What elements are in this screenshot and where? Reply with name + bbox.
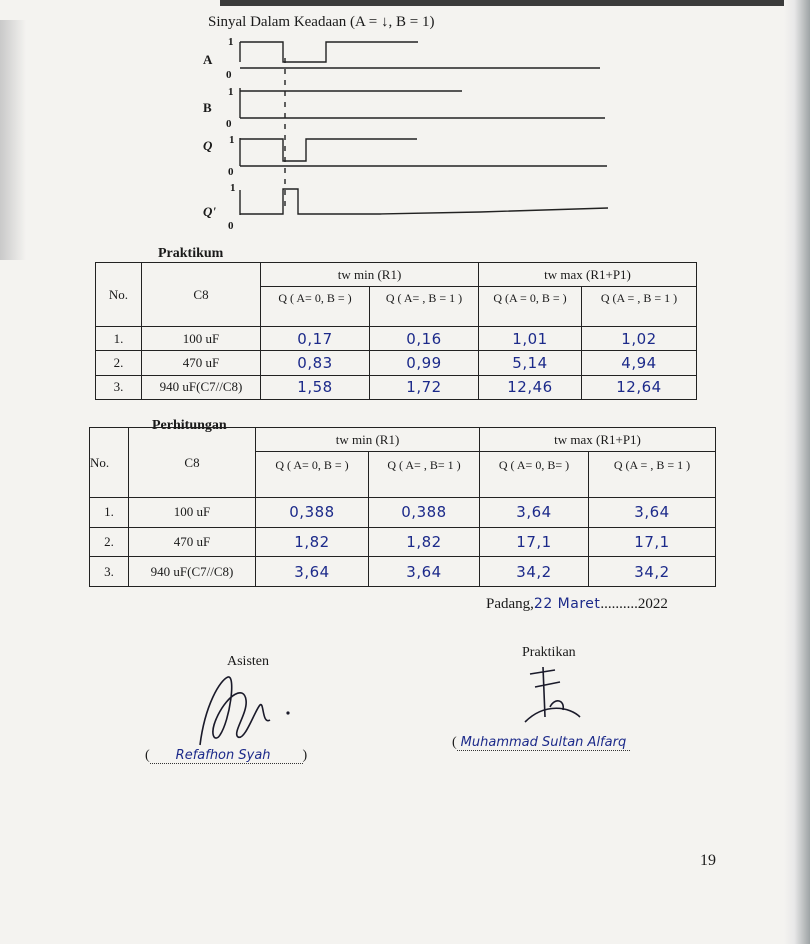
row-c8: 940 uF(C7//C8)	[142, 375, 261, 399]
subheader: Q ( A= 0, B = )	[261, 287, 370, 327]
signal-a-waveform	[240, 42, 418, 62]
value-cell: 17,1	[589, 527, 716, 557]
header-no: No.	[96, 263, 142, 327]
value-cell: 34,2	[480, 557, 589, 587]
value-cell: 3,64	[369, 557, 480, 587]
date-year: 2022	[637, 596, 668, 612]
value-cell: 1,02	[582, 327, 697, 351]
value-cell: 1,82	[369, 527, 480, 557]
row-no: 3.	[96, 375, 142, 399]
praktikan-name-line	[452, 735, 630, 751]
value-cell: 12,64	[582, 375, 697, 399]
header-twmax: tw max (R1+P1)	[479, 263, 697, 287]
header-no: No.	[90, 428, 129, 498]
asisten-name: Refafhon Syah	[150, 748, 303, 764]
row-c8: 940 uF(C7//C8)	[129, 557, 256, 587]
row-no: 1.	[90, 498, 129, 528]
row-no: 2.	[96, 351, 142, 375]
signal-qbar-label: Q'	[203, 204, 216, 219]
table-row	[96, 351, 697, 375]
subheader: Q (A = , B = 1 )	[582, 287, 697, 327]
value-cell: 1,82	[256, 527, 369, 557]
value-cell: 4,94	[582, 351, 697, 375]
timing-diagram	[0, 0, 810, 260]
header-twmax: tw max (R1+P1)	[480, 428, 716, 452]
praktikan-label: Praktikan	[522, 645, 576, 660]
header-twmin: tw min (R1)	[256, 428, 480, 452]
signal-qbar-high: 1	[230, 182, 236, 194]
value-cell: 0,388	[256, 498, 369, 528]
value-cell: 34,2	[589, 557, 716, 587]
timing-title: Sinyal Dalam Keadaan (A = ↓, B = 1)	[208, 14, 435, 30]
row-c8: 470 uF	[129, 527, 256, 557]
open-paren: (	[452, 735, 457, 750]
date-place: Padang,	[486, 596, 534, 612]
signal-q-low: 0	[228, 166, 234, 178]
table-row	[90, 557, 716, 587]
value-cell: 1,58	[261, 375, 370, 399]
row-no: 3.	[90, 557, 129, 587]
page-number: 19	[700, 852, 716, 869]
subheader: Q (A = 0, B = )	[479, 287, 582, 327]
perhitungan-label: Perhitungan	[152, 418, 227, 433]
value-cell: 3,64	[589, 498, 716, 528]
row-c8: 100 uF	[142, 327, 261, 351]
signal-b-label: B	[203, 100, 212, 115]
value-cell: 3,64	[256, 557, 369, 587]
praktikan-name: Muhammad Sultan Alfarq	[457, 735, 631, 751]
subheader: Q ( A= , B= 1 )	[369, 452, 480, 498]
asisten-label: Asisten	[227, 654, 269, 669]
table-row	[90, 498, 716, 528]
value-cell: 0,83	[261, 351, 370, 375]
value-cell: 1,01	[479, 327, 582, 351]
subheader: Q ( A= 0, B = )	[256, 452, 369, 498]
table-row	[96, 327, 697, 351]
date-line	[486, 596, 668, 613]
signal-qbar-waveform	[240, 189, 608, 214]
signal-b-low: 0	[226, 118, 232, 130]
signal-q-waveform	[240, 139, 417, 161]
signal-a-label: A	[203, 52, 213, 67]
header-twmin: tw min (R1)	[261, 263, 479, 287]
value-cell: 12,46	[479, 375, 582, 399]
asisten-name-line	[145, 748, 307, 764]
value-cell: 0,99	[370, 351, 479, 375]
value-cell: 3,64	[480, 498, 589, 528]
open-paren: (	[145, 748, 150, 763]
table-row	[96, 375, 697, 399]
header-c8: C8	[129, 428, 256, 498]
row-no: 2.	[90, 527, 129, 557]
signal-q-label: Q	[203, 138, 213, 153]
signal-q-high: 1	[229, 134, 235, 146]
header-c8: C8	[142, 263, 261, 327]
close-paren: )	[302, 748, 308, 763]
signal-a-low: 0	[226, 69, 232, 81]
praktikum-table	[95, 262, 697, 400]
date-handwritten: 22 Maret	[533, 596, 601, 612]
row-c8: 470 uF	[142, 351, 261, 375]
signal-a-high: 1	[228, 36, 234, 48]
praktikum-label: Praktikum	[158, 246, 224, 261]
subheader: Q (A = , B = 1 )	[589, 452, 716, 498]
row-no: 1.	[96, 327, 142, 351]
value-cell: 0,388	[369, 498, 480, 528]
perhitungan-table	[89, 427, 716, 587]
value-cell: 0,17	[261, 327, 370, 351]
value-cell: 5,14	[479, 351, 582, 375]
signal-qbar-low: 0	[228, 220, 234, 232]
signal-b-high: 1	[228, 86, 234, 98]
value-cell: 0,16	[370, 327, 479, 351]
row-c8: 100 uF	[129, 498, 256, 528]
value-cell: 17,1	[480, 527, 589, 557]
table-row	[90, 527, 716, 557]
value-cell: 1,72	[370, 375, 479, 399]
subheader: Q ( A= , B = 1 )	[370, 287, 479, 327]
praktikan-signature	[515, 662, 595, 732]
subheader: Q ( A= 0, B= )	[480, 452, 589, 498]
date-dots: ..........	[600, 596, 638, 612]
